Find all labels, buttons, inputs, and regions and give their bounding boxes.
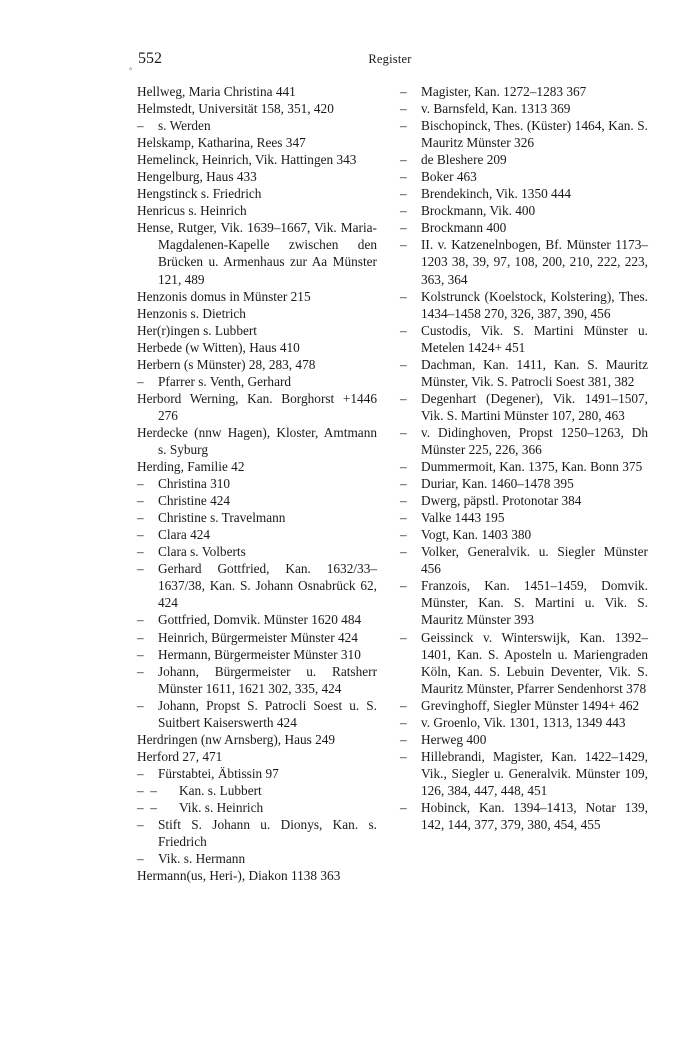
entry-text: Henricus s. Heinrich (137, 203, 247, 219)
entry-text: Brendekinch, Vik. 1350 444 (421, 186, 572, 202)
register-entry (400, 799, 648, 833)
entry-text: Stift S. Johann u. Dionys, Kan. s. Friedrich (158, 817, 377, 850)
entry-dash: – (400, 118, 407, 134)
entry-dash: – (137, 663, 144, 679)
entry-dash: – (400, 152, 407, 168)
entry-dash: – – (137, 799, 157, 815)
register-entry (400, 236, 648, 287)
entry-text: Degenhart (Degener), Vik. 1491–1507, Vik. S. Martini Münster 107, 280, 463 (421, 390, 648, 423)
register-entry (400, 731, 648, 748)
entry-dash: – (137, 851, 144, 867)
entry-dash: – (137, 510, 144, 526)
register-entry (137, 509, 377, 526)
register-entry (137, 782, 377, 799)
entry-text: Gerhard Gottfried, Kan. 1632/33–1637/38, Kan. S. Johann Osnabrück 62, 424 (158, 561, 377, 611)
register-entry (137, 611, 377, 628)
entry-text: Bischopinck, Thes. (Küster) 1464, Kan. S. Mauritz Münster 326 (421, 118, 648, 151)
entry-text: Franzois, Kan. 1451–1459, Domvik. Münster, Kan. S. Martini u. Vik. S. Mauritz Münster 393 (421, 578, 648, 628)
entry-dash: – (400, 356, 407, 372)
entry-dash: – (137, 373, 144, 389)
register-entry (137, 151, 377, 168)
entry-dash: – (400, 731, 407, 747)
register-entry (137, 458, 377, 475)
register-entry (137, 526, 377, 543)
entry-text: Helskamp, Katharina, Rees 347 (137, 135, 306, 151)
register-entry (137, 850, 377, 867)
register-entry (137, 117, 377, 134)
entry-text: Gottfried, Domvik. Münster 1620 484 (158, 612, 362, 628)
register-entry (137, 390, 377, 424)
entry-dash: – (137, 697, 144, 713)
register-entry (137, 202, 377, 219)
entry-text: Hillebrandi, Magister, Kan. 1422–1429, Vik., Siegler u. Generalvik. Münster 109, 126, 384, 447, 448, 451 (421, 748, 648, 798)
entry-text: Herbord Werning, Kan. Borghorst +1446 276 (137, 390, 377, 423)
register-entry (137, 288, 377, 305)
register-entry (400, 543, 648, 577)
entry-dash: – (400, 288, 407, 304)
entry-text: Herding, Familie 42 (137, 459, 245, 475)
entry-dash: – (400, 203, 407, 219)
register-entry (137, 339, 377, 356)
entry-text: Brockmann, Vik. 400 (421, 203, 536, 219)
register-entry (137, 475, 377, 492)
entry-text: Henzonis domus in Münster 215 (137, 288, 311, 304)
register-entry (137, 543, 377, 560)
entry-dash: – (137, 765, 144, 781)
entry-dash: – (400, 459, 407, 475)
entry-text: Herbede (w Witten), Haus 410 (137, 339, 300, 355)
entry-text: Christine 424 (158, 493, 231, 509)
entry-text: Hobinck, Kan. 1394–1413, Notar 139, 142, 144, 377, 379, 380, 454, 455 (421, 799, 648, 833)
entry-text: Hengelburg, Haus 433 (137, 169, 257, 185)
entry-dash: – (400, 169, 407, 185)
entry-text: Hengstinck s. Friedrich (137, 186, 262, 202)
entry-text: Brockmann 400 (421, 220, 507, 236)
entry-text: Clara 424 (158, 527, 211, 543)
register-entry (400, 100, 648, 117)
entry-text: Hense, Rutger, Vik. 1639–1667, Vik. Maria-Magdalenen-Kapelle zwischen den Brücken u. Armenhaus zur Aa Münster 121, 489 (137, 220, 377, 287)
entry-dash: – (400, 748, 407, 764)
entry-text: Geissinck v. Winterswijk, Kan. 1392–1401, Kan. S. Aposteln u. Mariengraden Köln, Kan. S. Lebuin Deventer, Vik. S. Mauritz Münster, Pfarrer Sendenhorst 378 (421, 629, 648, 696)
register-entry (137, 100, 377, 117)
entry-text: Johann, Propst S. Patrocli Soest u. S. Suitbert Kaiserswerth 424 (158, 697, 377, 730)
register-entry (400, 219, 648, 236)
entry-text: v. Barnsfeld, Kan. 1313 369 (421, 101, 571, 117)
entry-text: Hellweg, Maria Christina 441 (137, 84, 296, 99)
entry-text: v. Didinghoven, Propst 1250–1263, Dh Münster 225, 226, 366 (421, 424, 648, 457)
entry-text: Herdringen (nw Arnsberg), Haus 249 (137, 731, 336, 747)
entry-text: Herweg 400 (421, 731, 487, 747)
register-entry (137, 83, 377, 100)
entry-dash: – (400, 714, 407, 730)
entry-text: Magister, Kan. 1272–1283 367 (421, 84, 587, 99)
entry-text: Hemelinck, Heinrich, Vik. Hattingen 343 (137, 152, 357, 168)
entry-text: Vogt, Kan. 1403 380 (421, 527, 532, 543)
entry-dash: – (400, 424, 407, 440)
entry-dash: – (137, 612, 144, 628)
entry-text: Volker, Generalvik. u. Siegler Münster 456 (421, 544, 648, 577)
entry-dash: – (400, 799, 407, 815)
running-head: Register (368, 52, 412, 66)
entry-dash: – (137, 527, 144, 543)
register-entry (137, 748, 377, 765)
register-entry (137, 424, 377, 458)
register-entry (400, 714, 648, 731)
entry-text: Fürstabtei, Äbtissin 97 (158, 765, 279, 781)
register-entry (400, 424, 648, 458)
register-entry (400, 117, 648, 151)
entry-dash: – (137, 118, 144, 134)
entry-text: Christine s. Travelmann (158, 510, 286, 526)
register-entry (400, 390, 648, 424)
register-entry (137, 765, 377, 782)
register-entry (137, 731, 377, 748)
register-entry (400, 475, 648, 492)
entry-text: Vik. s. Hermann (158, 851, 246, 867)
register-entry (137, 816, 377, 850)
entry-dash: – (137, 476, 144, 492)
register-entry (137, 646, 377, 663)
entry-text: Custodis, Vik. S. Martini Münster u. Metelen 1424+ 451 (421, 322, 648, 355)
entry-text: Grevinghoff, Siegler Münster 1494+ 462 (421, 697, 640, 713)
entry-text: Duriar, Kan. 1460–1478 395 (421, 476, 574, 492)
register-right-column (400, 83, 648, 833)
register-entry (137, 305, 377, 322)
entry-text: Hermann, Bürgermeister Münster 310 (158, 646, 361, 662)
entry-dash: – (137, 544, 144, 560)
entry-dash: – (400, 186, 407, 202)
register-entry (137, 799, 377, 816)
entry-text: Heinrich, Bürgermeister Münster 424 (158, 629, 358, 645)
entry-dash: – (400, 84, 407, 99)
entry-dash: – (400, 390, 407, 406)
entry-dash: – (400, 510, 407, 526)
entry-dash: – (137, 646, 144, 662)
register-left-column (137, 83, 377, 884)
entry-text: Her(r)ingen s. Lubbert (137, 322, 257, 338)
register-entry (400, 288, 648, 322)
entry-dash: – (400, 527, 407, 543)
register-entry (400, 202, 648, 219)
entry-text: Christina 310 (158, 476, 231, 492)
entry-text: Kolstrunck (Koelstock, Kolstering), Thes. 1434–1458 270, 326, 387, 390, 456 (421, 288, 648, 321)
entry-dash: – (400, 544, 407, 560)
register-entry (137, 134, 377, 151)
entry-text: Pfarrer s. Venth, Gerhard (158, 373, 292, 389)
register-entry (137, 219, 377, 287)
register-entry (400, 577, 648, 628)
register-entry (400, 168, 648, 185)
entry-dash: – (137, 493, 144, 509)
entry-text: Dachman, Kan. 1411, Kan. S. Mauritz Münster, Vik. S. Patrocli Soest 381, 382 (421, 356, 648, 389)
entry-text: Herdecke (nnw Hagen), Kloster, Amtmann s. Syburg (137, 424, 377, 457)
entry-text: Clara s. Volberts (158, 544, 246, 560)
register-entry (137, 322, 377, 339)
register-entry (137, 697, 377, 731)
page-number: 552 (138, 50, 162, 67)
register-entry (400, 356, 648, 390)
entry-dash: – (137, 629, 144, 645)
page-mark: ° (129, 66, 133, 75)
register-entry (400, 492, 648, 509)
register-entry (400, 151, 648, 168)
register-entry (137, 356, 377, 373)
entry-text: s. Werden (158, 118, 211, 134)
register-entry (137, 629, 377, 646)
register-entry (137, 373, 377, 390)
entry-text: Kan. s. Lubbert (179, 782, 262, 798)
entry-text: II. v. Katzenelnbogen, Bf. Münster 1173–1203 38, 39, 97, 108, 200, 210, 222, 223, 363, 364 (421, 237, 648, 287)
register-entry (400, 526, 648, 543)
entry-dash: – (137, 561, 144, 577)
register-entry (400, 185, 648, 202)
register-entry (137, 867, 377, 884)
register-entry (400, 629, 648, 697)
entry-text: Hermann(us, Heri-), Diakon 1138 363 (137, 868, 341, 884)
register-entry (400, 748, 648, 799)
entry-text: Dummermoit, Kan. 1375, Kan. Bonn 375 (421, 459, 643, 475)
entry-dash: – (400, 493, 407, 509)
register-entry (400, 509, 648, 526)
entry-dash: – (400, 237, 407, 253)
register-entry (400, 322, 648, 356)
register-entry (137, 663, 377, 697)
entry-text: de Bleshere 209 (421, 152, 507, 168)
entry-text: Boker 463 (421, 169, 477, 185)
entry-text: Johann, Bürgermeister u. Ratsherr Münster 1611, 1621 302, 335, 424 (158, 663, 377, 696)
register-entry (400, 83, 648, 100)
entry-dash: – – (137, 782, 157, 798)
entry-text: Herford 27, 471 (137, 748, 223, 764)
entry-text: Herbern (s Münster) 28, 283, 478 (137, 356, 316, 372)
entry-dash: – (137, 817, 144, 833)
entry-dash: – (400, 629, 407, 645)
entry-dash: – (400, 697, 407, 713)
entry-dash: – (400, 220, 407, 236)
register-entry (137, 168, 377, 185)
entry-dash: – (400, 476, 407, 492)
entry-text: v. Groenlo, Vik. 1301, 1313, 1349 443 (421, 714, 626, 730)
entry-text: Henzonis s. Dietrich (137, 305, 246, 321)
register-entry (400, 697, 648, 714)
register-entry (137, 560, 377, 611)
register-entry (137, 185, 377, 202)
entry-text: Vik. s. Heinrich (179, 799, 264, 815)
entry-text: Valke 1443 195 (421, 510, 505, 526)
register-entry (137, 492, 377, 509)
entry-text: Dwerg, päpstl. Protonotar 384 (421, 493, 582, 509)
entry-dash: – (400, 322, 407, 338)
entry-dash: – (400, 101, 407, 117)
register-entry (400, 458, 648, 475)
entry-text: Helmstedt, Universität 158, 351, 420 (137, 101, 334, 117)
entry-dash: – (400, 578, 407, 594)
